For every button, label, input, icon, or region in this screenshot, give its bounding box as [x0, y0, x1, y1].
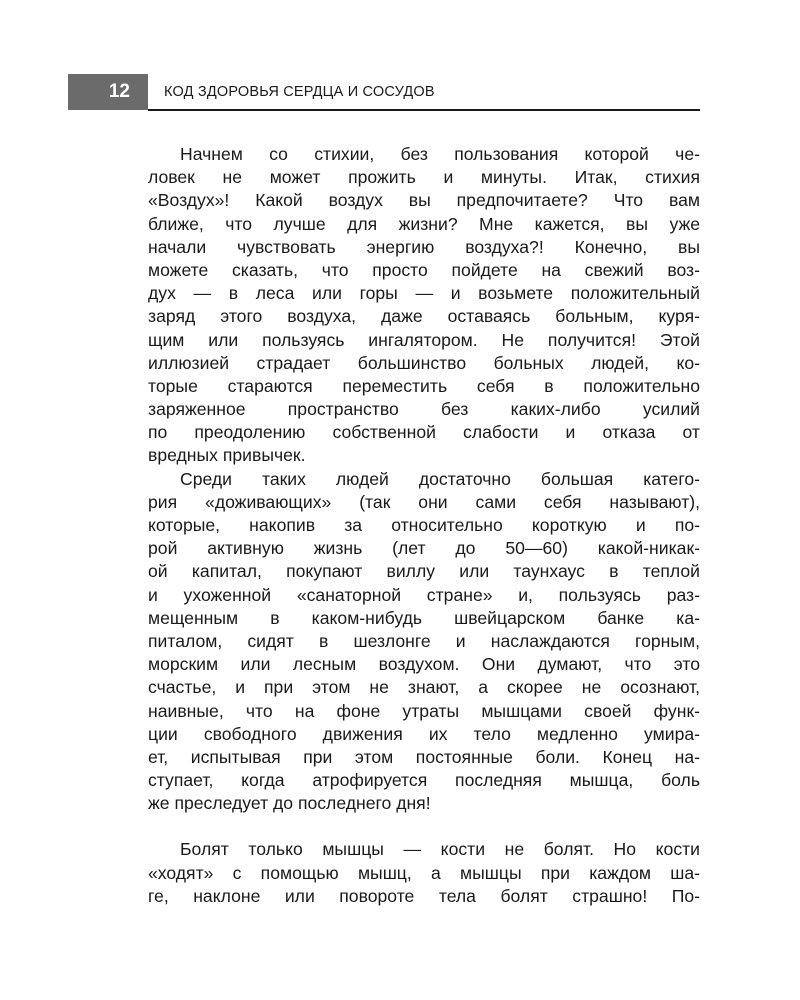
- text-line: торые стараются переместить себя в положительно: [148, 375, 700, 396]
- text-line: дух — в леса или горы — и возьмете положительный: [148, 283, 700, 304]
- text-line: ловек не может прожить и минуты. Итак, стихия: [148, 167, 700, 188]
- page-header: [68, 74, 700, 110]
- text-line: заряженное пространство без каких-либо усилий: [148, 399, 700, 420]
- text-line: питалом, сидят в шезлонге и наслаждаются горным,: [148, 630, 700, 651]
- text-line: ции свободного движения их тело медленно умира-: [148, 723, 700, 744]
- text-line: начали чувствовать энергию воздуха?! Конечно, вы: [148, 236, 700, 257]
- text-line: счастье, и при этом не знают, а скорее не осознают,: [148, 677, 700, 698]
- text-line: рой активную жизнь (лет до 50—60) какой-никак-: [148, 538, 700, 559]
- text-line: рия «доживающих» (так они сами себя называют),: [148, 491, 700, 512]
- paragraph-gap: [148, 815, 700, 838]
- text-line: иллюзией страдает большинство больных людей, ко-: [148, 352, 700, 373]
- text-line: ступает, когда атрофируется последняя мышца, боль: [148, 770, 700, 791]
- text-line: ой капитал, покупают виллу или таунхаус в теплой: [148, 561, 700, 582]
- text-line: же преследует до последнего дня!: [148, 793, 431, 814]
- text-line: щим или пользуясь ингалятором. Не получится! Этой: [148, 329, 700, 350]
- text-line: «Воздух»! Какой воздух вы предпочитаете? Что вам: [148, 190, 700, 211]
- text-line: наивные, что на фоне утраты мышцами своей функ-: [148, 700, 700, 721]
- text-line: ет, испытывая при этом постоянные боли. Конец на-: [148, 746, 700, 767]
- text-line: «ходят» с помощью мышц, а мышцы при каждом ша-: [148, 862, 700, 883]
- paragraph: [148, 838, 700, 908]
- paragraph: [148, 143, 700, 468]
- text-line: Среди таких людей достаточно большая катего-: [180, 468, 700, 489]
- text-line: заряд этого воздуха, даже оставаясь больным, куря-: [148, 306, 700, 327]
- text-line: которые, накопив за относительно короткую и по-: [148, 515, 700, 535]
- running-title: КОД ЗДОРОВЬЯ СЕРДЦА И СОСУДОВ: [164, 84, 435, 100]
- text-line: мещенным в каком-нибудь швейцарском банке ка-: [148, 607, 700, 628]
- text-line: Начнем со стихии, без пользования которой че-: [180, 144, 700, 164]
- text-line: Болят только мышцы — кости не болят. Но кости: [180, 839, 700, 860]
- text-line: морским или лесным воздухом. Они думают, что это: [148, 654, 700, 675]
- text-line: ге, наклоне или повороте тела болят страшно! По-: [148, 885, 700, 906]
- text-line: и ухоженной «санаторной стране» и, пользуясь раз-: [148, 584, 700, 605]
- text-line: ближе, что лучше для жизни? Мне кажется, вы уже: [148, 213, 700, 234]
- page-number: 12: [68, 74, 148, 110]
- header-rule: [148, 109, 700, 111]
- paragraph: [148, 468, 700, 816]
- text-line: можете сказать, что просто пойдете на свежий воз-: [148, 259, 700, 280]
- body-text: [148, 143, 700, 908]
- text-line: по преодолению собственной слабости и отказа от: [148, 422, 700, 443]
- text-line: вредных привычек.: [148, 445, 306, 466]
